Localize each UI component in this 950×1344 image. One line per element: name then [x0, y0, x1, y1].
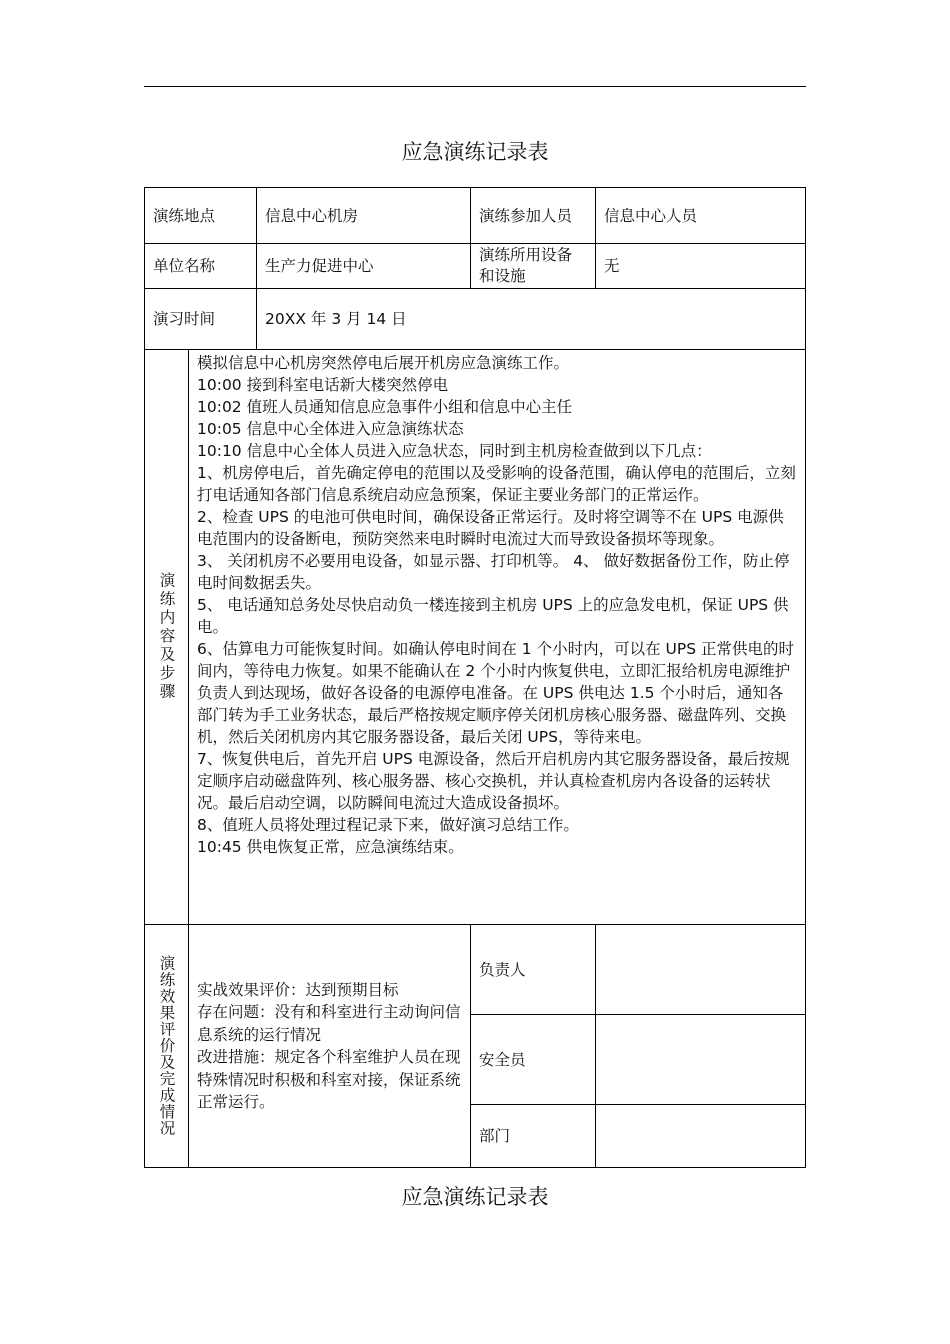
unit-value: 生产力促进中心	[256, 243, 471, 289]
department-field[interactable]	[595, 1104, 806, 1168]
content-line: 10:10 信息中心全体人员进入应急状态，同时到主机房检查做到以下几点：	[197, 442, 712, 460]
evaluation-label: 演练效果评价及完成情况	[144, 924, 189, 1168]
content-line: 8、值班人员将处理过程记录下来，做好演习总结工作。	[197, 816, 579, 834]
participants-value: 信息中心人员	[595, 187, 806, 244]
time-label: 演习时间	[144, 288, 257, 350]
content-line: 模拟信息中心机房突然停电后展开机房应急演练工作。	[197, 354, 570, 372]
location-label: 演练地点	[144, 187, 257, 244]
evaluation-body	[188, 924, 471, 1168]
content-line: 10:05 信息中心全体进入应急演练状态	[197, 420, 464, 438]
content-line: 6、估算电力可能恢复时间。如确认停电时间在 1 个小时内，可以在 UPS 正常供电的时间内，等待电力恢复。如果不能确认在 2 个小时内恢复供电，立即汇报给机房电源维护负责人到达现场，做好各设备的电源停电准备。在 UPS 供电达 1.5 个小时后，通知各部门转为手工业务状态，最后严格按规定顺序停关闭机房核心服务器、磁盘阵列、交换机，然后关闭机房内其它服务器设备，最后关闭 UPS，等待来电。	[197, 640, 794, 746]
evaluation-line: 实战效果评价：达到预期目标	[197, 980, 399, 999]
content-body	[188, 349, 806, 925]
content-line: 5、 电话通知总务处尽快启动负一楼连接到主机房 UPS 上的应急发电机，保证 UPS 供电。	[197, 596, 789, 636]
safety-officer-field[interactable]	[595, 1014, 806, 1105]
page-title: 应急演练记录表	[401, 140, 549, 164]
evaluation-line: 存在问题：没有和科室进行主动询问信息系统的运行情况	[197, 1003, 461, 1044]
department-label: 部门	[470, 1104, 596, 1168]
content-label: 演练内容及步骤	[144, 349, 189, 925]
content-line: 10:02 值班人员通知信息应急事件小组和信息中心主任	[197, 398, 573, 416]
content-line: 3、 关闭机房不必要用电设备，如显示器、打印机等。 4、 做好数据备份工作，防止停电时间数据丢失。	[197, 552, 790, 592]
participants-label: 演练参加人员	[470, 187, 596, 244]
time-value: 20XX 年 3 月 14 日	[256, 288, 806, 350]
content-line: 10:45 供电恢复正常，应急演练结束。	[197, 838, 464, 856]
evaluation-line: 改进措施：规定各个科室维护人员在现特殊情况时积极和科室对接，保证系统正常运行。	[197, 1048, 461, 1111]
location-value: 信息中心机房	[256, 187, 471, 244]
equipment-label: 演练所用设备和设施	[470, 243, 596, 289]
content-line: 2、检查 UPS 的电池可供电时间，确保设备正常运行。及时将空调等不在 UPS 电源供电范围内的设备断电，预防突然来电时瞬时电流过大而导致设备损坏等现象。	[197, 508, 784, 548]
responsible-label: 负责人	[470, 924, 596, 1015]
safety-officer-label: 安全员	[470, 1014, 596, 1105]
equipment-value: 无	[595, 243, 806, 289]
responsible-field[interactable]	[595, 924, 806, 1015]
unit-label: 单位名称	[144, 243, 257, 289]
content-line: 10:00 接到科室电话新大楼突然停电	[197, 376, 449, 394]
header-rule	[144, 86, 806, 87]
footer-title: 应急演练记录表	[401, 1185, 549, 1209]
content-line: 1、机房停电后，首先确定停电的范围以及受影响的设备范围，确认停电的范围后，立刻打电话通知各部门信息系统启动应急预案，保证主要业务部门的正常运作。	[197, 464, 796, 504]
content-line: 7、恢复供电后，首先开启 UPS 电源设备，然后开启机房内其它服务器设备，最后按规定顺序启动磁盘阵列、核心服务器、核心交换机，并认真检查机房内各设备的运转状况。最后启动空调，以防瞬间电流过大造成设备损坏。	[197, 750, 790, 812]
